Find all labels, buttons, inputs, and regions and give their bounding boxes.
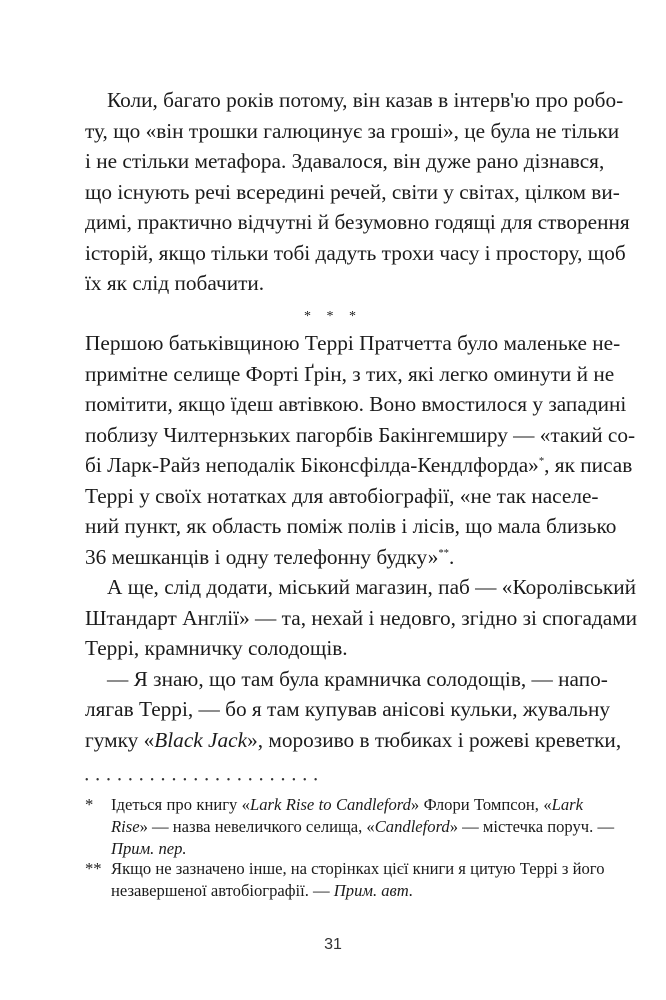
text-segment: бі Ларк-Райз неподалік Біконсфілда-Кендлфорда» (85, 453, 539, 477)
text-line: що існують речі всередині речей, світи у світах, цілком ви- (85, 179, 620, 204)
italic-note: Прим. пер. (111, 839, 187, 858)
text-line: і не стільки метафора. Здавалося, він дуже рано дізнався, (85, 149, 605, 173)
text-line: історій, якщо тільки тобі дадуть трохи часу і простору, щоб (85, 240, 626, 265)
footnote-ref: ** (438, 547, 449, 559)
page-number: 31 (324, 936, 342, 953)
footnote-ref: * (538, 455, 545, 467)
text-line: їх як слід побачити. (85, 271, 265, 295)
footnote-divider: •••••••••••••••••••••• (85, 775, 325, 786)
text-line: ту, що «він трошки галюцинує за гроші», це була не тільки (85, 118, 620, 143)
text-segment: » — містечка поруч. — (449, 817, 615, 836)
text-segment: , як писав (544, 453, 633, 477)
italic-note: Прим. авт. (333, 881, 414, 900)
footnote-line: Якщо не зазначено інше, на сторінках цієї книги я цитую Террі з його (111, 859, 605, 878)
text-line: Террі, крамничку солодощів. (85, 636, 348, 660)
text-line: лягав Террі, — бо я там купував анісові кульки, жувальну (85, 697, 611, 721)
text-line: Штандарт Англії» — та, нехай і недовго, згідно зі спогадами (85, 605, 638, 630)
text-line: ний пункт, як область поміж полів і лісів, що мала близько (85, 514, 617, 538)
footnote-2 (85, 858, 605, 902)
section-separator: * * * (304, 309, 362, 324)
text-line: димі, практично відчутні й безумовно годящі для створення (85, 210, 630, 234)
footnote-1 (85, 794, 615, 860)
italic-title: Candleford (374, 817, 450, 836)
footnote-mark: ** (85, 859, 102, 878)
text-segment: . (449, 544, 455, 569)
text-line (85, 450, 633, 481)
text-line: Террі у своїх нотатках для автобіографії, «не так населе- (85, 483, 599, 508)
text-segment: 36 мешканців і одну телефонну будку» (85, 544, 439, 569)
text-line: поблизу Чилтернзьких пагорбів Бакінгемширу — «такий со- (85, 422, 636, 447)
text-segment: », морозиво в тюбиках і рожеві креветки, (247, 727, 622, 752)
text-line: А ще, слід додати, міський магазин, паб — «Королівський (107, 575, 637, 599)
text-segment: » Флори Томпсон, « (410, 795, 552, 814)
footnote-line (111, 838, 583, 860)
text-line: помітити, якщо їдеш автівкою. Воно вмостилося у западині (85, 392, 627, 416)
italic-title: Lark Rise to Candleford (249, 795, 411, 814)
text-line: Першою батьківщиною Террі Пратчетта було маленьке не- (85, 331, 621, 355)
footnote-line (111, 794, 583, 816)
text-line (85, 725, 622, 756)
footnote-line (111, 816, 615, 838)
paragraph-1 (85, 85, 630, 299)
footnote-line (111, 880, 583, 902)
paragraph-2 (85, 328, 638, 755)
text-line: — Я знаю, що там була крамничка солодощів, — напо- (107, 666, 608, 691)
text-segment: Ідеться про книгу « (111, 795, 250, 814)
text-line: примітне селище Форті Ґрін, з тих, які легко оминути й не (85, 361, 615, 386)
text-segment: » — назва невеличкого селища, « (139, 817, 375, 836)
italic-title: Rise (111, 817, 140, 836)
italic-title: Lark (551, 795, 583, 814)
text-line (85, 542, 583, 573)
text-segment: незавершеної автобіографії. — (111, 881, 334, 900)
italic-title: Black Jack (154, 727, 248, 752)
text-line: Коли, багато років потому, він казав в інтерв'ю про робо- (107, 88, 624, 112)
footnote-mark: * (85, 795, 94, 814)
text-segment: гумку « (85, 727, 155, 752)
